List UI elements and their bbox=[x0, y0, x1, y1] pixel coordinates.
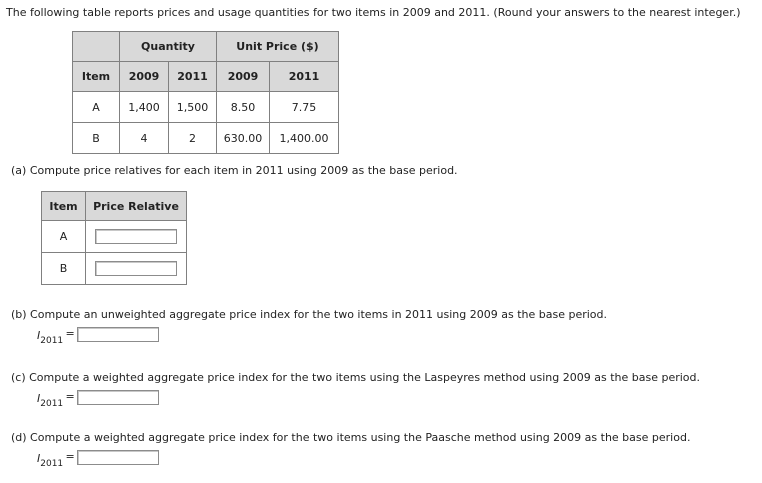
index-symbol: $I_{2011}$ bbox=[37, 329, 64, 346]
part-a-prompt: (a) Compute price relatives for each item in 2011 using 2009 as the base period. bbox=[11, 164, 458, 177]
part-b-answer-row bbox=[11, 327, 607, 346]
price-2011-header: 2011 bbox=[270, 62, 339, 92]
equals-sign: = bbox=[65, 390, 75, 403]
index-symbol: $I_{2011}$ bbox=[37, 392, 64, 409]
quantity-2009-header: 2009 bbox=[120, 62, 169, 92]
paasche-index-input[interactable] bbox=[77, 450, 159, 465]
quantity-2011-header: 2011 bbox=[169, 62, 217, 92]
unweighted-index-input[interactable] bbox=[77, 327, 159, 342]
item-column-header: Item bbox=[73, 62, 120, 92]
part-c-answer-row bbox=[11, 390, 700, 409]
part-c-prompt: (c) Compute a weighted aggregate price index for the two items using the Laspeyres method using 2009 as the base period. bbox=[11, 371, 701, 384]
price-relative-a-input[interactable] bbox=[95, 229, 177, 244]
quantity-2011-cell: 1,500 bbox=[169, 92, 217, 123]
part-d-answer-row bbox=[11, 450, 690, 469]
price-relative-b-input[interactable] bbox=[95, 261, 177, 276]
item-column-header: Item bbox=[42, 192, 86, 221]
table-row bbox=[42, 253, 187, 285]
price-relative-table bbox=[41, 191, 187, 285]
price-2009-cell: 630.00 bbox=[217, 123, 270, 154]
equals-sign: = bbox=[65, 450, 75, 463]
item-cell: A bbox=[73, 92, 120, 123]
price-2009-header: 2009 bbox=[217, 62, 270, 92]
table-row bbox=[73, 92, 339, 123]
laspeyres-index-input[interactable] bbox=[77, 390, 159, 405]
table-row bbox=[73, 123, 339, 154]
price-quantity-table bbox=[72, 31, 339, 154]
table-corner-cell bbox=[73, 32, 120, 62]
price-2009-cell: 8.50 bbox=[217, 92, 270, 123]
item-cell: A bbox=[42, 221, 86, 253]
price-2011-cell: 7.75 bbox=[270, 92, 339, 123]
price-relative-header: Price Relative bbox=[86, 192, 187, 221]
quantity-2009-cell: 1,400 bbox=[120, 92, 169, 123]
table-row bbox=[42, 221, 187, 253]
item-cell: B bbox=[73, 123, 120, 154]
intro-text: The following table reports prices and usage quantities for two items in 2009 and 2011. (Round your answers to the nearest integer.) bbox=[6, 6, 741, 19]
price-relative-cell bbox=[86, 221, 187, 253]
equals-sign: = bbox=[65, 327, 75, 340]
price-2011-cell: 1,400.00 bbox=[270, 123, 339, 154]
part-b-section bbox=[11, 308, 607, 346]
quantity-2009-cell: 4 bbox=[120, 123, 169, 154]
index-symbol: $I_{2011}$ bbox=[37, 452, 64, 469]
part-d-section bbox=[11, 431, 691, 469]
item-cell: B bbox=[42, 253, 86, 285]
unit-price-group-header: Unit Price ($) bbox=[217, 32, 339, 62]
part-d-prompt: (d) Compute a weighted aggregate price index for the two items using the Paasche method using 2009 as the base period. bbox=[11, 431, 691, 444]
quantity-2011-cell: 2 bbox=[169, 123, 217, 154]
price-relative-cell bbox=[86, 253, 187, 285]
part-c-section bbox=[11, 371, 701, 409]
quantity-group-header: Quantity bbox=[120, 32, 217, 62]
part-b-prompt: (b) Compute an unweighted aggregate price index for the two items in 2011 using 2009 as the base period. bbox=[11, 308, 607, 321]
